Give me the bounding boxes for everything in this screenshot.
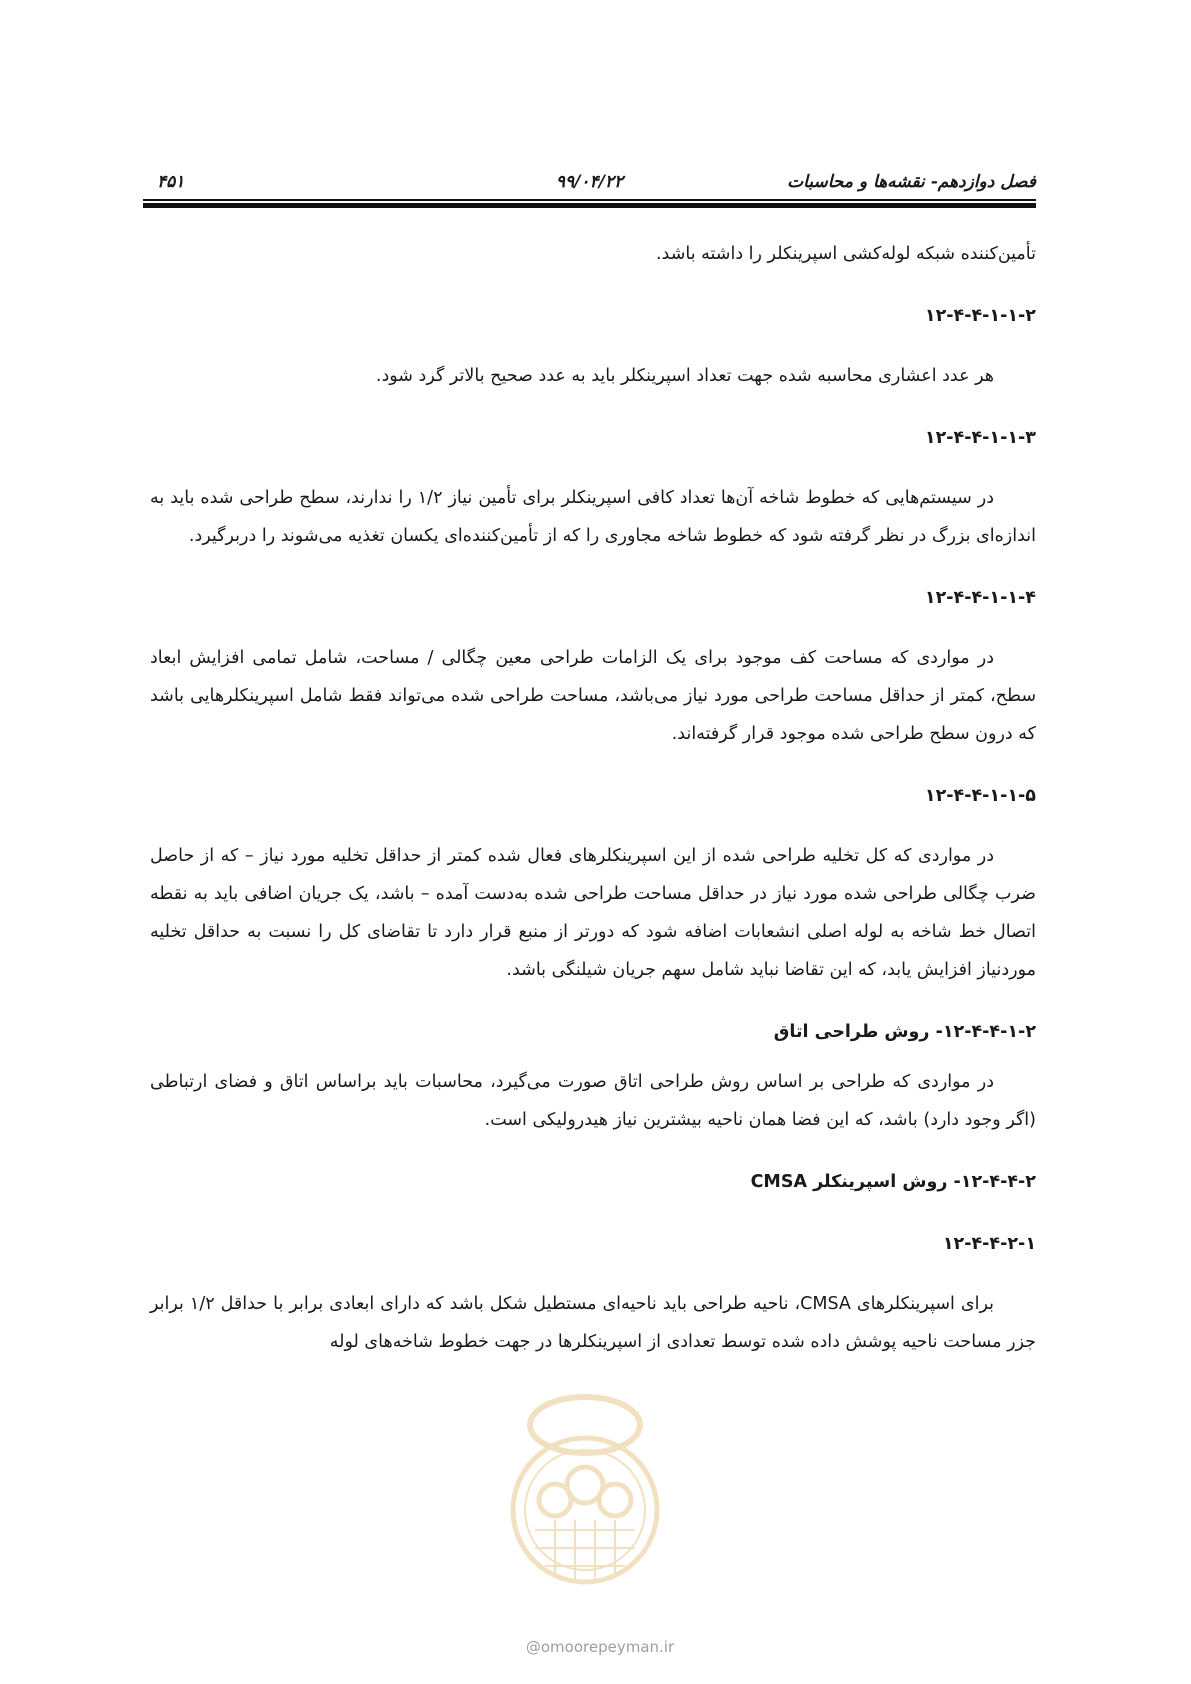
page-number: ۴۵۱ [157, 172, 185, 192]
header-rule-thick [143, 203, 1036, 208]
paragraph: در مواردی که کل تخلیه طراحی شده از این اسپرینکلرهای فعال شده کمتر از حداقل تخلیه مورد نیاز – که از حاصل ضرب چگالی طراحی شده مورد نیاز در حداقل مساحت طراحی شده به‌دست آمده – باشد، یک جریان اضافی باید به نقطه اتصال خط شاخه به لوله اصلی انشعابات اضافه شود که دورتر از منبع قرار دارد تا تقاضای کل را نسبت به حداقل تخلیه موردنیاز افزایش یابد، که این تقاضا نباید شامل سهم جریان شیلنگی باشد. [150, 846, 1036, 980]
section-number: ۱۲-۴-۴-۱-۱-۵ [924, 786, 1036, 806]
body-content [150, 235, 1036, 1361]
paragraph: در مواردی که طراحی بر اساس روش طراحی اتاق صورت می‌گیرد، محاسبات باید براساس اتاق و فضای ارتباطی (اگر وجود دارد) باشد، که این فضا همان ناحیه بیشترین نیاز هیدرولیکی است. [150, 1072, 1036, 1130]
paragraph: در سیستم‌هایی که خطوط شاخه آن‌ها تعداد کافی اسپرینکلر برای تأمین نیاز ۱/۲ را ندارند، سطح طراحی شده باید به اندازه‌ای بزرگ در نظر گرفته شود که خطوط شاخه مجاوری را که از تأمین‌کننده‌ای یکسان تغذیه می‌شوند را دربرگیرد. [150, 488, 1036, 546]
section-number: ۱۲-۴-۴-۱-۱-۴ [924, 588, 1036, 608]
paragraph: تأمین‌کننده شبکه لوله‌کشی اسپرینکلر را داشته باشد. [655, 244, 1036, 264]
section-number: ۱۲-۴-۴-۱-۱-۲ [924, 306, 1036, 326]
header-rule-thin [143, 199, 1036, 201]
section-title: ۱۲-۴-۴-۲- روش اسپرینکلر CMSA [750, 1172, 1036, 1192]
paragraph: هر عدد اعشاری محاسبه شده جهت تعداد اسپرینکلر باید به عدد صحیح بالاتر گرد شود. [375, 366, 994, 386]
page-header [143, 168, 1036, 196]
watermark-logo [500, 1380, 670, 1620]
chapter-title: فصل دوازدهم- نقشه‌ها و محاسبات [787, 172, 1036, 192]
paragraph: در مواردی که مساحت کف موجود برای یک الزامات طراحی معین چگالی / مساحت، شامل تمامی افزایش ابعاد سطح، کمتر از حداقل مساحت طراحی مورد نیاز می‌باشد، مساحت طراحی شده می‌تواند فقط شامل اسپرینکلرهایی باشد که درون سطح طراحی شده موجود قرار گرفته‌اند. [150, 648, 1036, 744]
section-number: ۱۲-۴-۴-۲-۱ [942, 1234, 1036, 1254]
paragraph: برای اسپرینکلرهای CMSA، ناحیه طراحی باید ناحیه‌ای مستطیل شکل باشد که دارای ابعادی برابر با حداقل ۱/۲ برابر جزر مساحت ناحیه پوشش داده شده توسط تعدادی از اسپرینکلرها در جهت خطوط شاخه‌های لوله [150, 1294, 1036, 1352]
watermark-site: @omoorepeyman.ir [525, 1638, 675, 1656]
section-title: ۱۲-۴-۴-۱-۲- روش طراحی اتاق [773, 1022, 1036, 1042]
section-number: ۱۲-۴-۴-۱-۱-۳ [924, 428, 1036, 448]
header-date: ۹۹/۰۴/۲۲ [555, 172, 624, 192]
